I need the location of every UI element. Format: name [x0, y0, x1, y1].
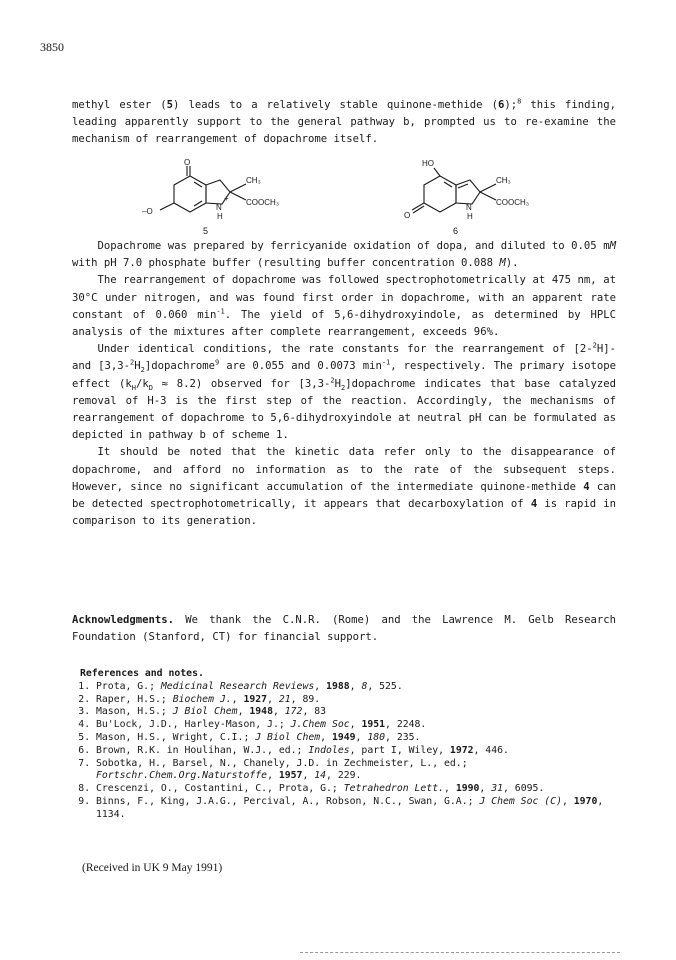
structure-5 — [160, 166, 246, 212]
chemical-structures — [140, 158, 560, 236]
reference-item: 6. Brown, R.K. in Houlihan, W.J., ed.; Indoles, part I, Wiley, 1972, 446. — [96, 745, 616, 758]
ack-label: Acknowledgments. — [72, 614, 175, 626]
paragraph-note: It should be noted that the kinetic data refer only to the disappearance of dopachrome, and afford no information as to the rate of the subsequent steps. However, since no significant accumulation of the intermediate quinone-methide 4 can be detected spectrophotometrically, it appears that decarboxylation of 4 is rapid in comparison to its generation. — [72, 446, 616, 528]
s6-number: 6 — [453, 226, 459, 236]
acknowledgments — [72, 612, 616, 646]
references — [80, 668, 616, 822]
s5-n: N — [216, 203, 222, 212]
s6-ch3: CH₃ — [496, 176, 511, 185]
references-title: References and notes. — [80, 668, 204, 679]
s5-h: H — [217, 212, 223, 221]
paragraph-preparation: Dopachrome was prepared by ferricyanide oxidation of dopa, and diluted to 0.05 mM with pH 7.0 phosphate buffer (resulting buffer concentration 0.088 M). — [72, 240, 616, 270]
s6-n: N — [466, 203, 472, 212]
s5-plus: + — [224, 194, 229, 203]
paragraph-isotope: Under identical conditions, the rate constants for the rearrangement of [2-$^2$H]- and $[3,3-^2H_2]dopachrome^9$ are 0.055 and 0.0073 $\min^{-1}$, respectively. The primary isotope effect $(k_H/k_D \approx 8.2)$ observed for $[3,3-^2H_2]dopachrome$ indicates that base catalyzed removal of H-3 is the first step of the reaction. Accordingly, the mechanisms of rearrangement of dopachrome to 5,6-dihydroxyindole at neutral pH can be formulated as depicted in pathway b of scheme 1. — [72, 341, 617, 442]
s6-h: H — [467, 212, 473, 221]
reference-item: 1. Prota, G.; Medicinal Research Reviews, 1988, 8, 525. — [96, 681, 616, 694]
s5-ominus: –O — [142, 207, 153, 216]
page-number: 3850 — [40, 40, 64, 54]
reference-item: 9. Binns, F., King, J.A.G., Percival, A., Robson, N.C., Swan, G.A.; J Chem Soc (C), 1970, 1134. — [96, 796, 616, 822]
s6-cooch3: COOCH₃ — [496, 198, 530, 207]
paragraph-intro: methyl ester (5) leads to a relatively stable quinone-methide (6);$^8$ this finding, leading apparently support to the general pathway b, prompted us to re-examine the mechanism of rearrangement of dopachrome itself. — [72, 97, 616, 146]
received-date: (Received in UK 9 May 1991) — [82, 862, 223, 874]
footer-rule — [300, 952, 620, 953]
reference-list — [80, 681, 616, 822]
reference-item: 2. Raper, H.S.; Biochem J., 1927, 21, 89. — [96, 694, 616, 707]
s5-o: O — [184, 158, 191, 167]
s6-o: O — [404, 211, 411, 220]
reference-item: 5. Mason, H.S., Wright, C.I.; J Biol Chem, 1949, 180, 235. — [96, 732, 616, 745]
reference-item: 4. Bu'Lock, J.D., Harley-Mason, J.; J.Chem Soc, 1951, 2248. — [96, 719, 616, 732]
body-paragraphs — [72, 238, 616, 530]
ack-text: We thank the C.N.R. (Rome) and the Lawrence M. Gelb Research Foundation (Stanford, CT) for financial support. — [72, 614, 616, 643]
paragraph-kinetics: The rearrangement of dopachrome was followed spectrophotometrically at 475 nm, at 30°C under nitrogen, and was found first order in dopachrome, with an apparent rate constant of 0.060 $\min^{-1}$. The yield of 5,6-dihydroxyindole, as determined by HPLC analysis of the mixtures after complete rearrangement, exceeds 96%. — [72, 274, 617, 339]
reference-item: 3. Mason, H.S.; J Biol Chem, 1948, 172, 83 — [96, 706, 616, 719]
s6-ho: HO — [422, 159, 434, 168]
s5-ch3: CH₃ — [246, 176, 261, 185]
structure-6 — [412, 168, 496, 213]
reference-item: 8. Crescenzi, O., Costantini, C., Prota, G.; Tetrahedron Lett., 1990, 31, 6095. — [96, 783, 616, 796]
s5-cooch3: COOCH₃ — [246, 198, 280, 207]
reference-item: 7. Sobotka, H., Barsel, N., Chanely, J.D. in Zechmeister, L., ed.; Fortschr.Chem.Org.Naturstoffe, 1957, 14, 229. — [96, 758, 616, 784]
s5-number: 5 — [203, 226, 209, 236]
